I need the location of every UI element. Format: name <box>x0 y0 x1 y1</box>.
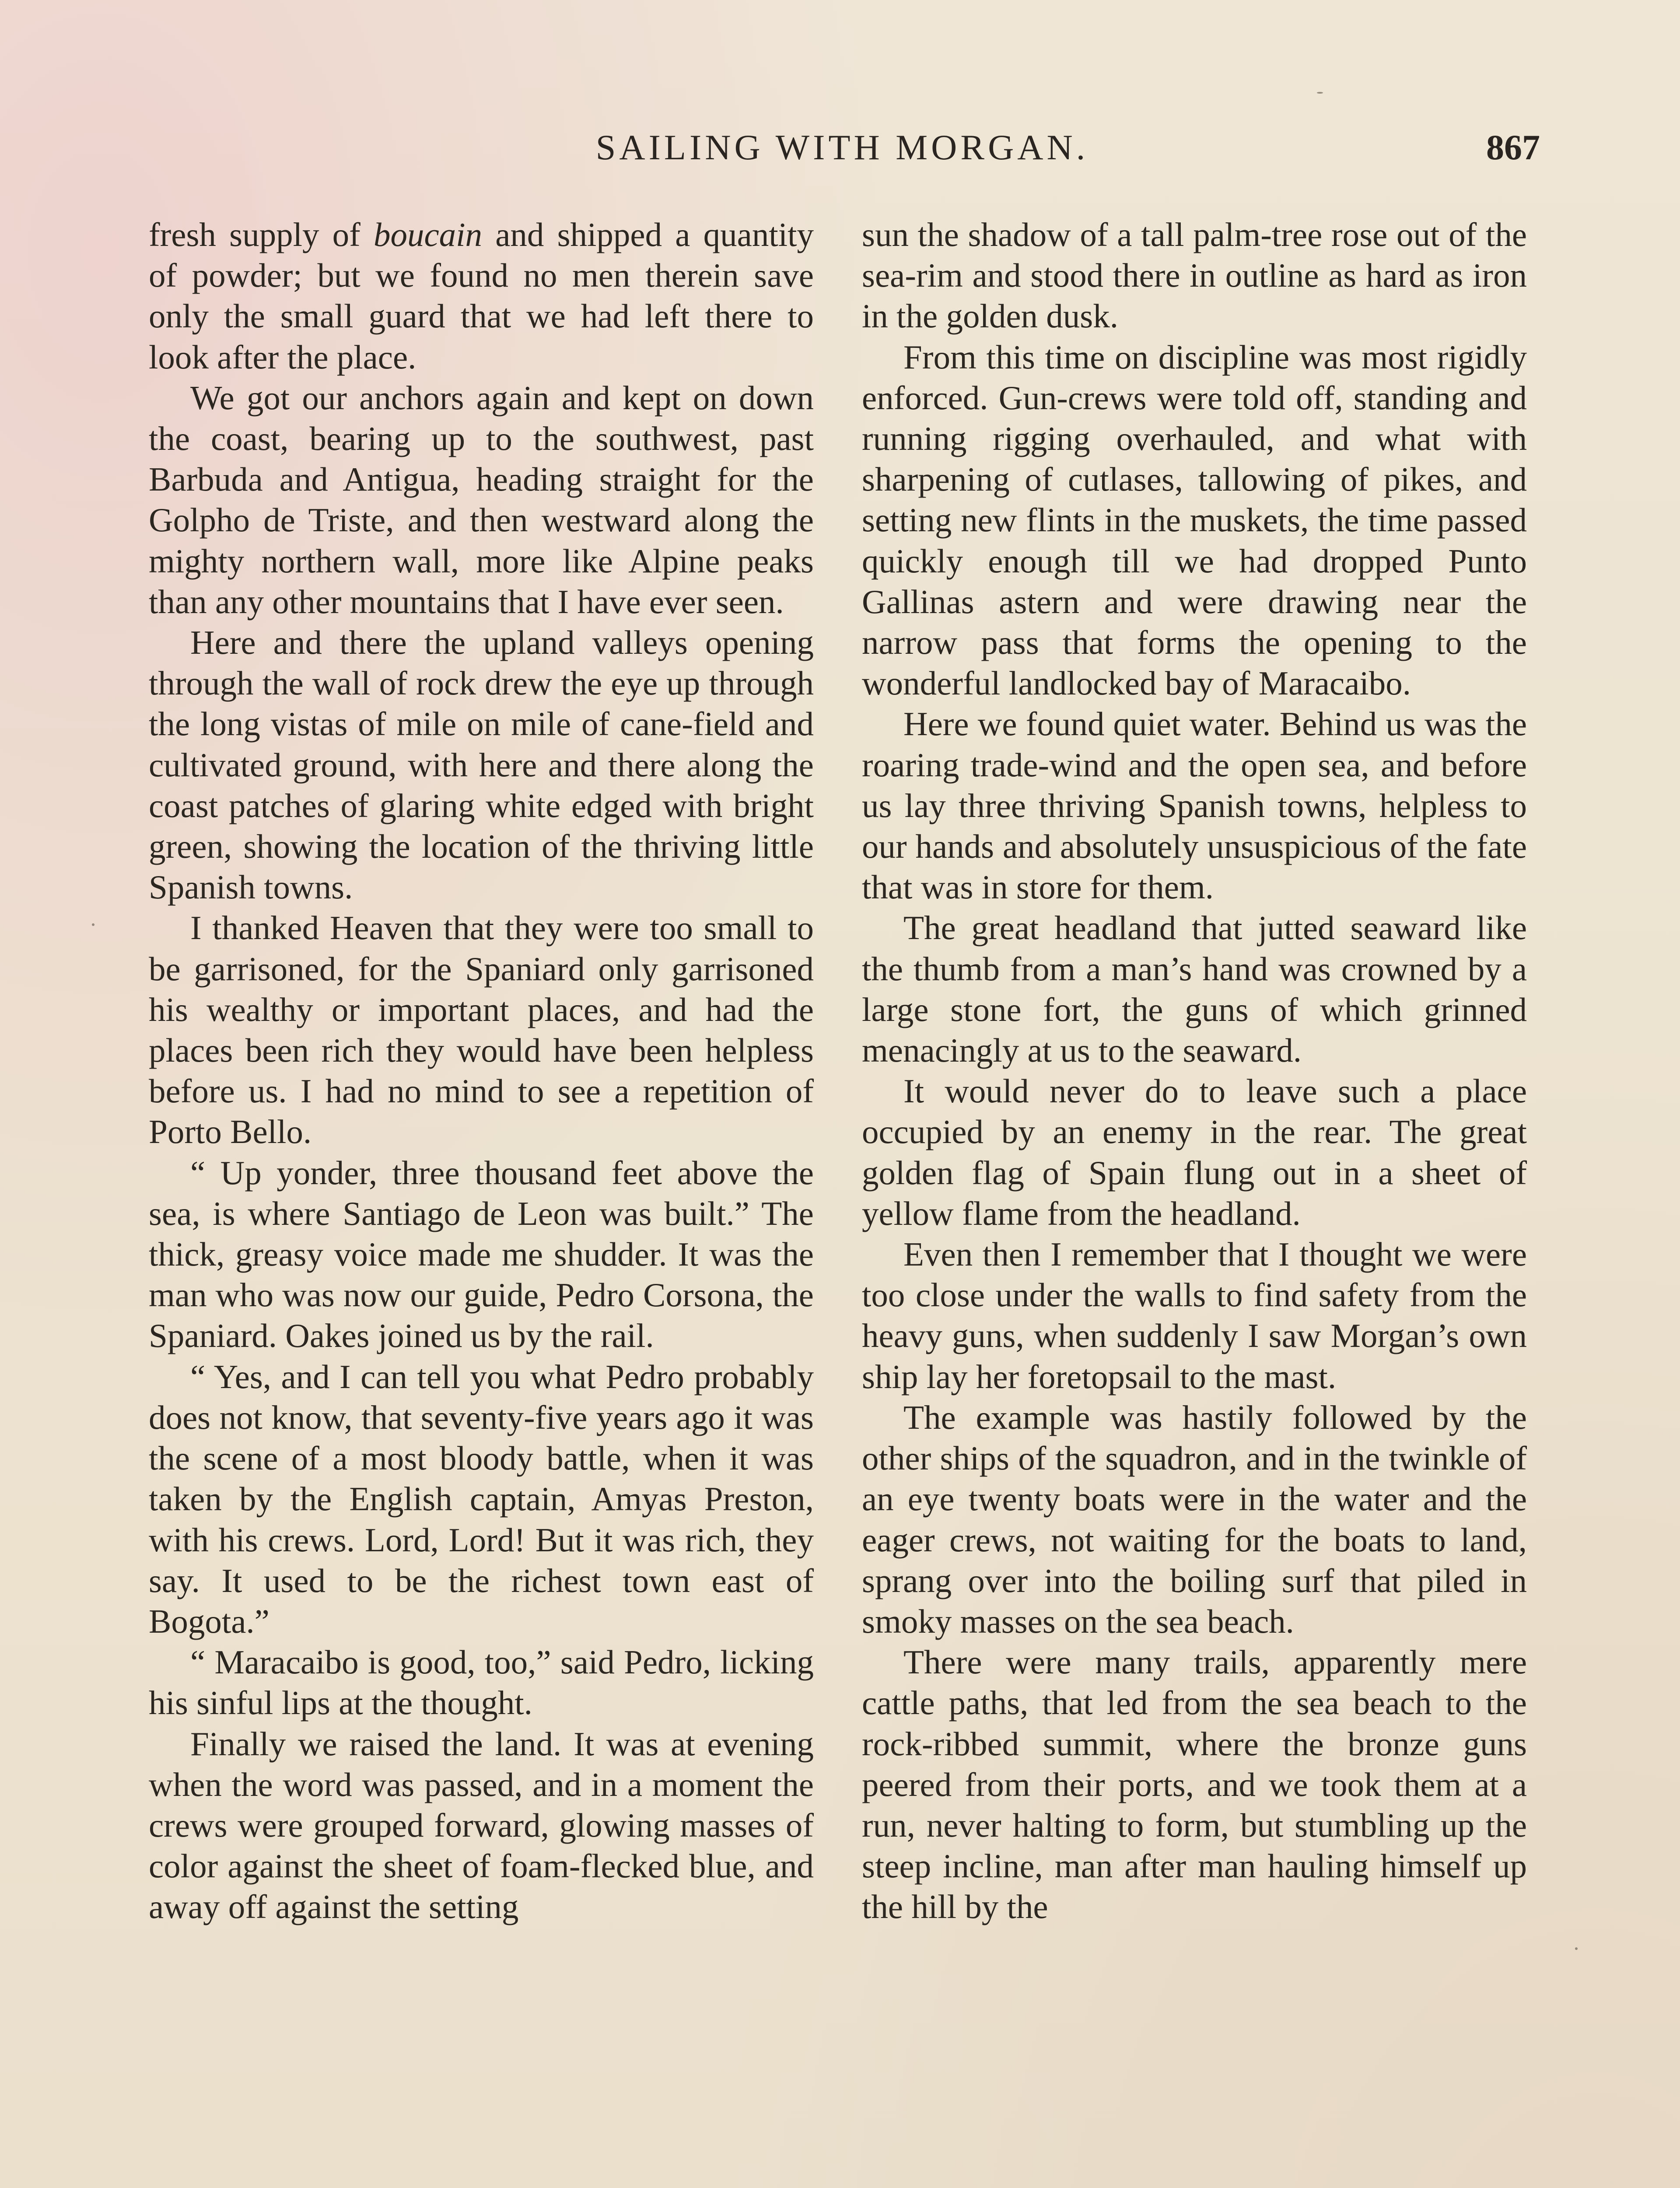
paragraph: “ Maracaibo is good, too,” said Pedro, licking his sinful lips at the thought. <box>149 1643 814 1722</box>
paragraph: Here and there the upland valleys opening through the wall of rock drew the eye up through the long vistas of mile on mile of cane-field and cultivated ground, with here and there along the coast patches of glaring white edged with bright green, showing the location of the thriving little Spanish towns. <box>149 624 814 906</box>
paragraph: “ Up yonder, three thousand feet above the sea, is where Santiago de Leon was built.” The thick, greasy voice made me shudder. It was the man who was now our guide, Pedro Corsona, the Spaniard. Oakes joined us by the rail. <box>149 1154 814 1355</box>
paragraph <box>149 214 814 378</box>
paragraph: “ Yes, and I can tell you what Pedro probably does not know, that seventy-five years ago it was the scene of a most bloody battle, when it was taken by the English captain, Amyas Preston, with his crews. Lord, Lord! But it was rich, they say. It used to be the richest town east of Bogota.” <box>149 1357 814 1640</box>
paragraph: I thanked Heaven that they were too small to be garrisoned, for the Spaniard only garrisoned his wealthy or important places, and had the places been rich they would have been helpless before us. I had no mind to see a repetition of Porto Bello. <box>149 909 814 1151</box>
paragraph: From this time on discipline was most rigidly enforced. Gun-crews were told off, standing and running rigging overhauled, and what with sharpening of cutlases, tallowing of pikes, and setting new flints in the muskets, the time passed quickly enough till we had dropped Punto Gallinas astern and were drawing near the narrow pass that forms the opening to the wonderful landlocked bay of Maracaibo. <box>862 338 1527 702</box>
paragraph: Finally we raised the land. It was at evening when the word was passed, and in a moment the crews were grouped forward, glowing masses of color against the sheet of foam-flecked blue, and away off against the setting <box>149 1725 814 1926</box>
left-column <box>149 214 814 1928</box>
right-column <box>862 214 1527 1928</box>
paragraph: The great headland that jutted seaward like the thumb from a man’s hand was crowned by a large stone fort, the guns of which grinned menacingly at us to the seaward. <box>862 909 1527 1069</box>
italic-word: boucain <box>373 216 483 253</box>
paper-speck <box>1317 92 1323 94</box>
paragraph: The example was hastily followed by the other ships of the squadron, and in the twinkle of an eye twenty boats were in the water and the eager crews, not waiting for the boats to land, sprang over into the boiling surf that piled in smoky masses on the sea beach. <box>862 1398 1527 1640</box>
paragraph-text: fresh supply of <box>149 216 374 253</box>
paragraph: sun the shadow of a tall palm-tree rose out of the sea-rim and stood there in outline as hard as iron in the golden dusk. <box>862 216 1527 335</box>
paragraph: Even then I remember that I thought we were too close under the walls to find safety from the heavy guns, when suddenly I saw Morgan’s own ship lay her foretopsail to the mast. <box>862 1235 1527 1396</box>
page-number: 867 <box>1486 127 1540 167</box>
paragraph-text: and shipped a quantity of powder; but we found no men therein save only the small guard that we had left there to look after the place. <box>149 216 814 376</box>
paragraph: We got our anchors again and kept on down the coast, bearing up to the southwest, past Barbuda and Antigua, heading straight for the Golpho de Triste, and then westward along the mighty northern wall, more like Alpine peaks than any other mountains that I have ever seen. <box>149 379 814 621</box>
paper-speck <box>1575 1947 1578 1950</box>
page-header <box>144 127 1540 184</box>
paragraph: It would never do to leave such a place occupied by an enemy in the rear. The great golden flag of Spain flung out in a sheet of yellow flame from the headland. <box>862 1072 1527 1232</box>
running-head: SAILING WITH MORGAN. <box>595 127 1089 167</box>
paragraph: Here we found quiet water. Behind us was the roaring trade-wind and the open sea, and before us lay three thriving Spanish towns, helpless to our hands and absolutely unsuspicious of the fate that was in store for them. <box>862 705 1527 906</box>
paragraph: There were many trails, apparently mere cattle paths, that led from the sea beach to the rock-ribbed summit, where the bronze guns peered from their ports, and we took them at a run, never halting to form, but stumbling up the steep incline, man after man hauling himself up the hill by the <box>862 1643 1527 1926</box>
paper-speck <box>92 923 94 926</box>
